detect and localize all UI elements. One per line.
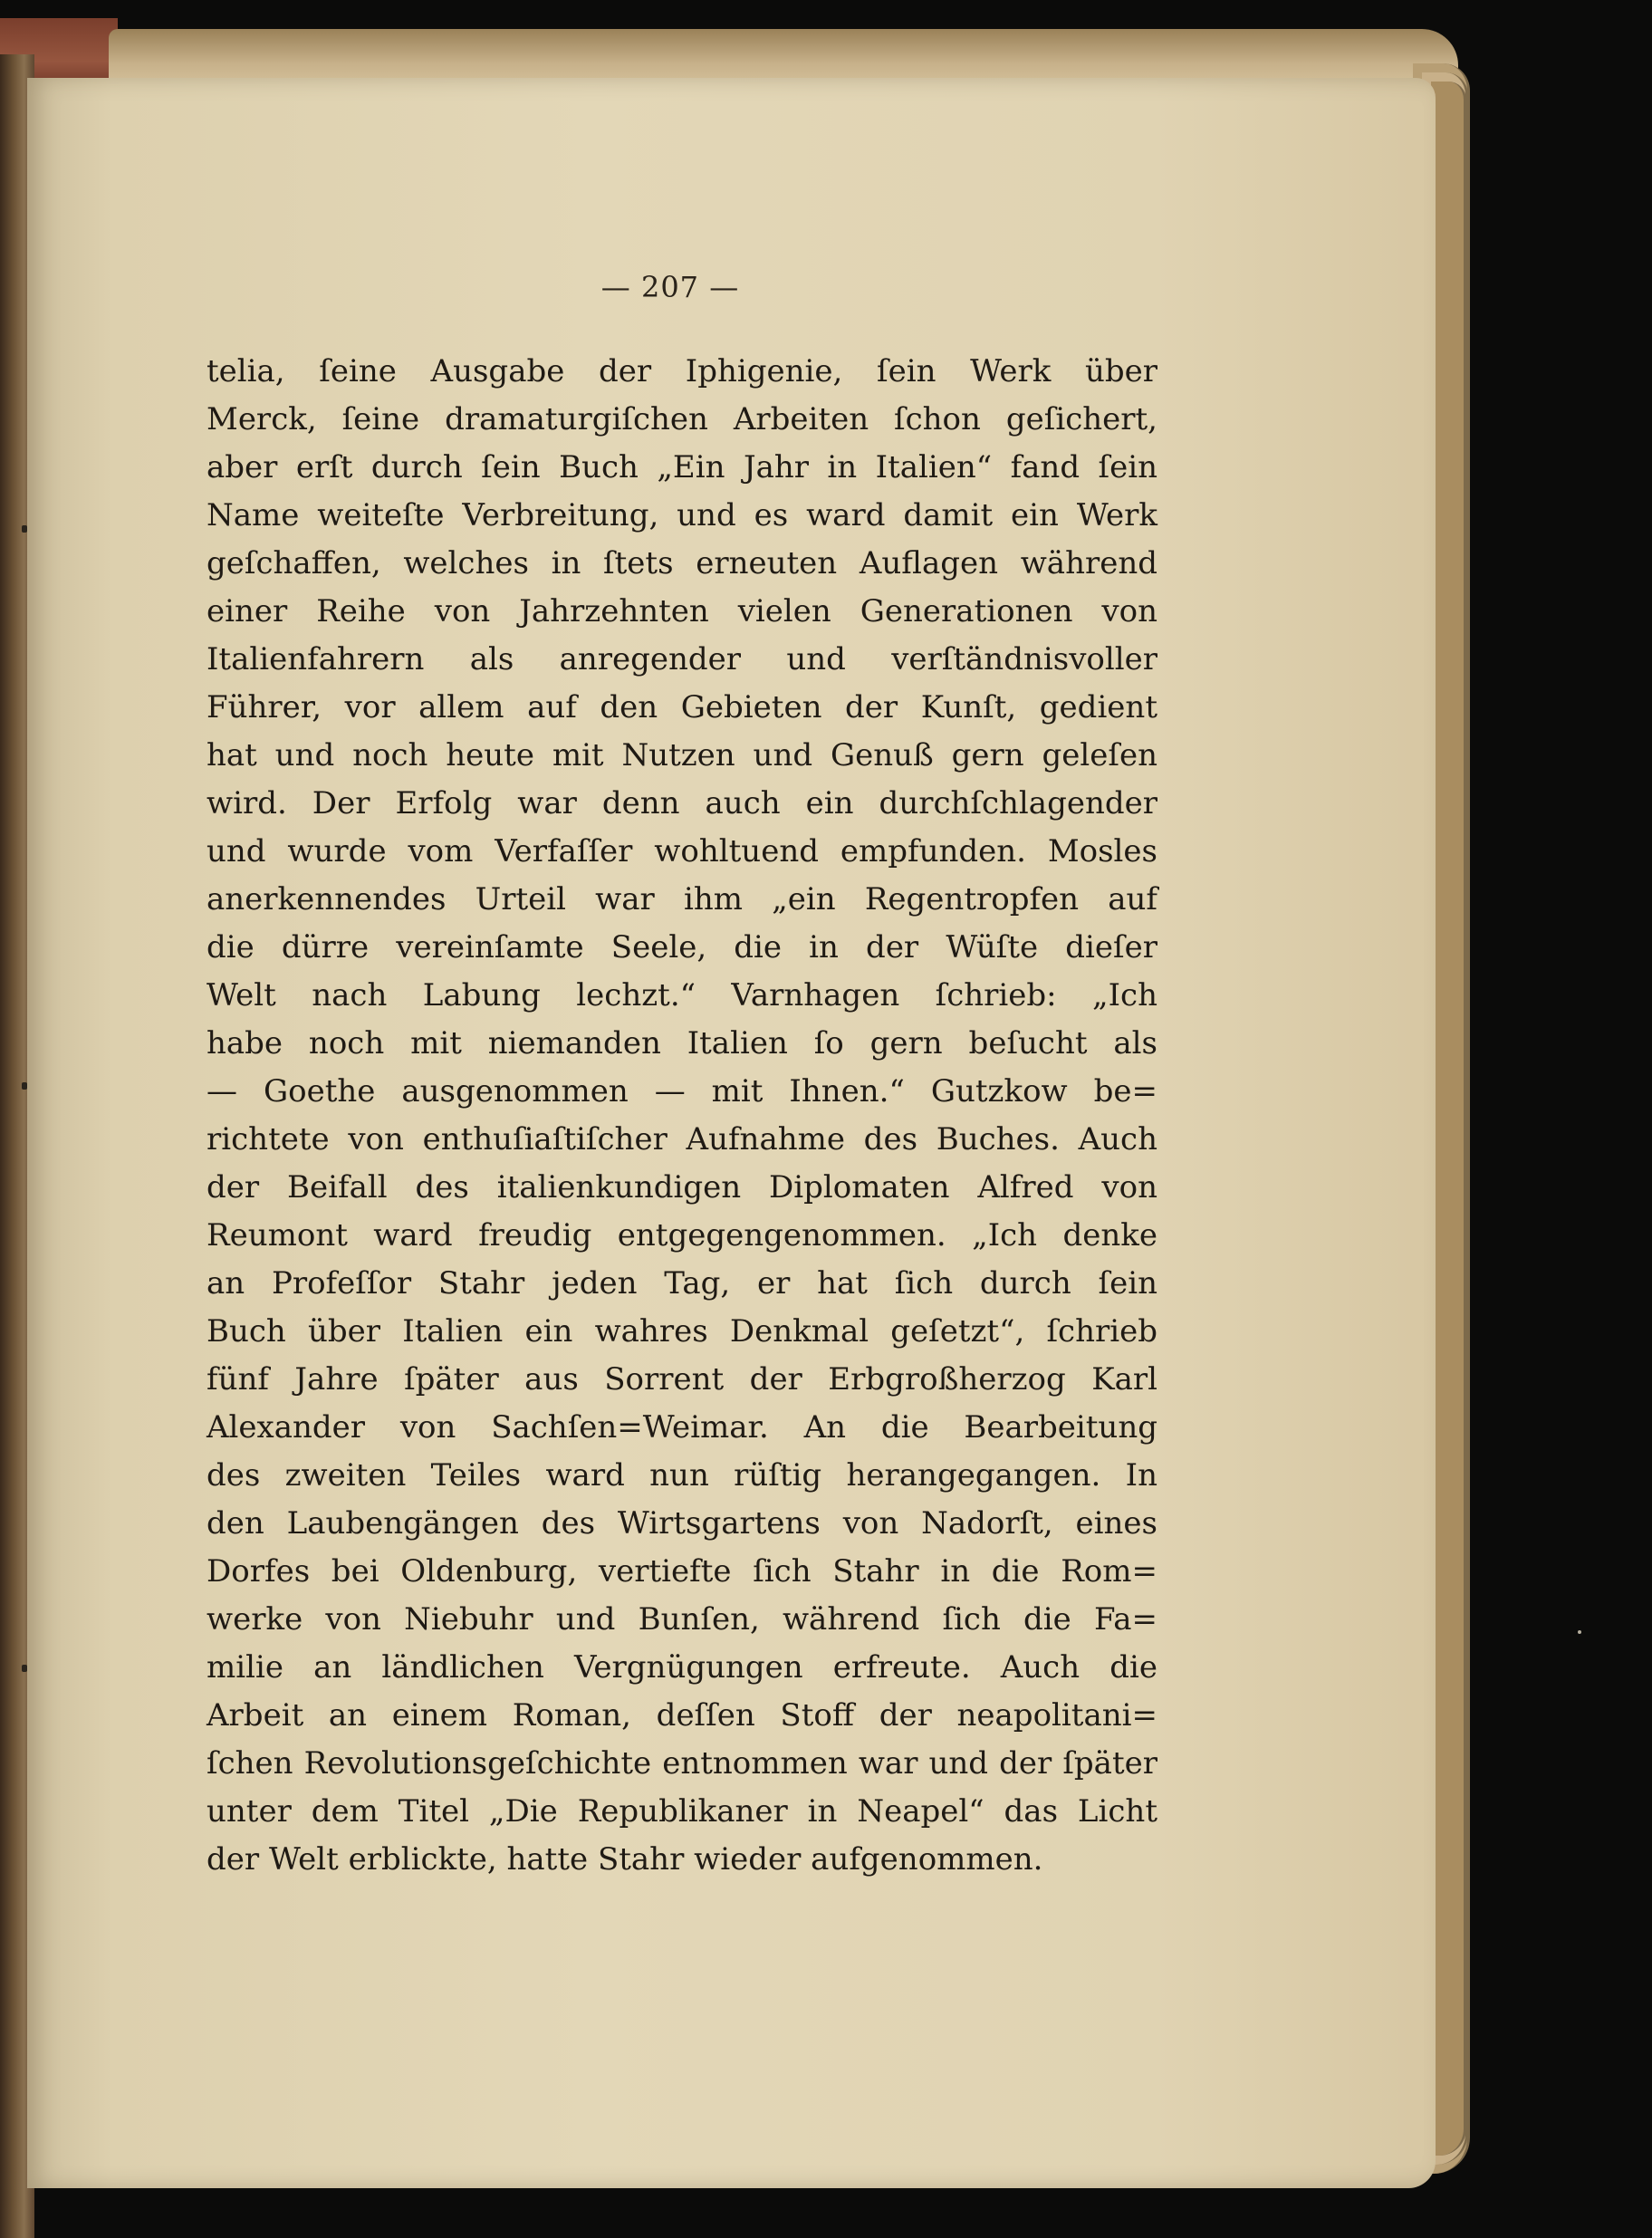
text-line: habe noch mit niemanden Italien ſo gern beſucht als bbox=[206, 1025, 1157, 1061]
text-line: die dürre vereinſamte Seele, die in der Wüſte dieſer bbox=[206, 929, 1157, 965]
text-line: Name weiteſte Verbreitung, und es ward damit ein Werk bbox=[206, 497, 1157, 533]
text-line: Reumont ward freudig entgegengenommen. „Ich denke bbox=[206, 1217, 1157, 1253]
text-line: geſchaffen, welches in ſtets erneuten Auflagen während bbox=[206, 545, 1157, 581]
text-line: der Welt erblickte, hatte Stahr wieder aufgenommen. bbox=[206, 1841, 1043, 1878]
text-line: wird. Der Erfolg war denn auch ein durchſchlagender bbox=[206, 785, 1157, 821]
margin-speck bbox=[22, 525, 27, 533]
text-line: des zweiten Teiles ward nun rüſtig herangegangen. In bbox=[206, 1457, 1157, 1494]
text-line: aber erſt durch ſein Buch „Ein Jahr in Italien“ fand ſein bbox=[206, 449, 1157, 485]
page-number: — 207 — bbox=[600, 270, 740, 304]
text-line: einer Reihe von Jahrzehnten vielen Generationen von bbox=[206, 593, 1157, 629]
text-line: Alexander von Sachſen=Weimar. An die Bearbeitung bbox=[206, 1409, 1157, 1446]
text-line: der Beifall des italienkundigen Diplomaten Alfred von bbox=[206, 1169, 1157, 1205]
text-line: fünf Jahre ſpäter aus Sorrent der Erbgroßherzog Karl bbox=[206, 1361, 1157, 1398]
text-line: den Laubengängen des Wirtsgartens von Nadorſt, eines bbox=[206, 1505, 1157, 1542]
text-line: ſchen Revolutionsgeſchichte entnommen war und der ſpäter bbox=[206, 1745, 1157, 1782]
text-line: Buch über Italien ein wahres Denkmal geſetzt“, ſchrieb bbox=[206, 1313, 1157, 1350]
text-line: — Goethe ausgenommen — mit Ihnen.“ Gutzkow be= bbox=[206, 1073, 1157, 1109]
text-line: an Profeſſor Stahr jeden Tag, er hat ſich durch ſein bbox=[206, 1265, 1157, 1301]
text-line: Merck, ſeine dramaturgiſchen Arbeiten ſchon geſichert, bbox=[206, 401, 1157, 437]
text-line: anerkennendes Urteil war ihm „ein Regentropfen auf bbox=[206, 881, 1157, 917]
text-line: Welt nach Labung lechzt.“ Varnhagen ſchrieb: „Ich bbox=[206, 977, 1157, 1013]
text-line: Italienfahrern als anregender und verſtändnisvoller bbox=[206, 641, 1157, 677]
text-line: Führer, vor allem auf den Gebieten der Kunſt, gedient bbox=[206, 689, 1157, 725]
text-line: und wurde vom Verfaſſer wohltuend empfunden. Mosles bbox=[206, 833, 1157, 869]
text-line: unter dem Titel „Die Republikaner in Neapel“ das Licht bbox=[206, 1793, 1157, 1830]
margin-speck bbox=[22, 1665, 27, 1672]
text-line: hat und noch heute mit Nutzen und Genuß gern geleſen bbox=[206, 737, 1157, 773]
text-line: werke von Niebuhr und Bunſen, während ſich die Fa= bbox=[206, 1601, 1157, 1638]
margin-speck bbox=[22, 1082, 27, 1090]
text-line: telia, ſeine Ausgabe der Iphigenie, ſein Werk über bbox=[206, 353, 1157, 389]
text-line: Dorfes bei Oldenburg, vertiefte ſich Stahr in die Rom= bbox=[206, 1553, 1157, 1590]
text-line: richtete von enthuſiaſtiſcher Aufnahme des Buches. Auch bbox=[206, 1121, 1157, 1157]
text-line: Arbeit an einem Roman, deſſen Stoff der neapolitani= bbox=[206, 1697, 1157, 1734]
dust-speck bbox=[1578, 1630, 1581, 1634]
text-line: milie an ländlichen Vergnügungen erfreute. Auch die bbox=[206, 1649, 1157, 1686]
page-edge-inner bbox=[1431, 82, 1466, 2156]
